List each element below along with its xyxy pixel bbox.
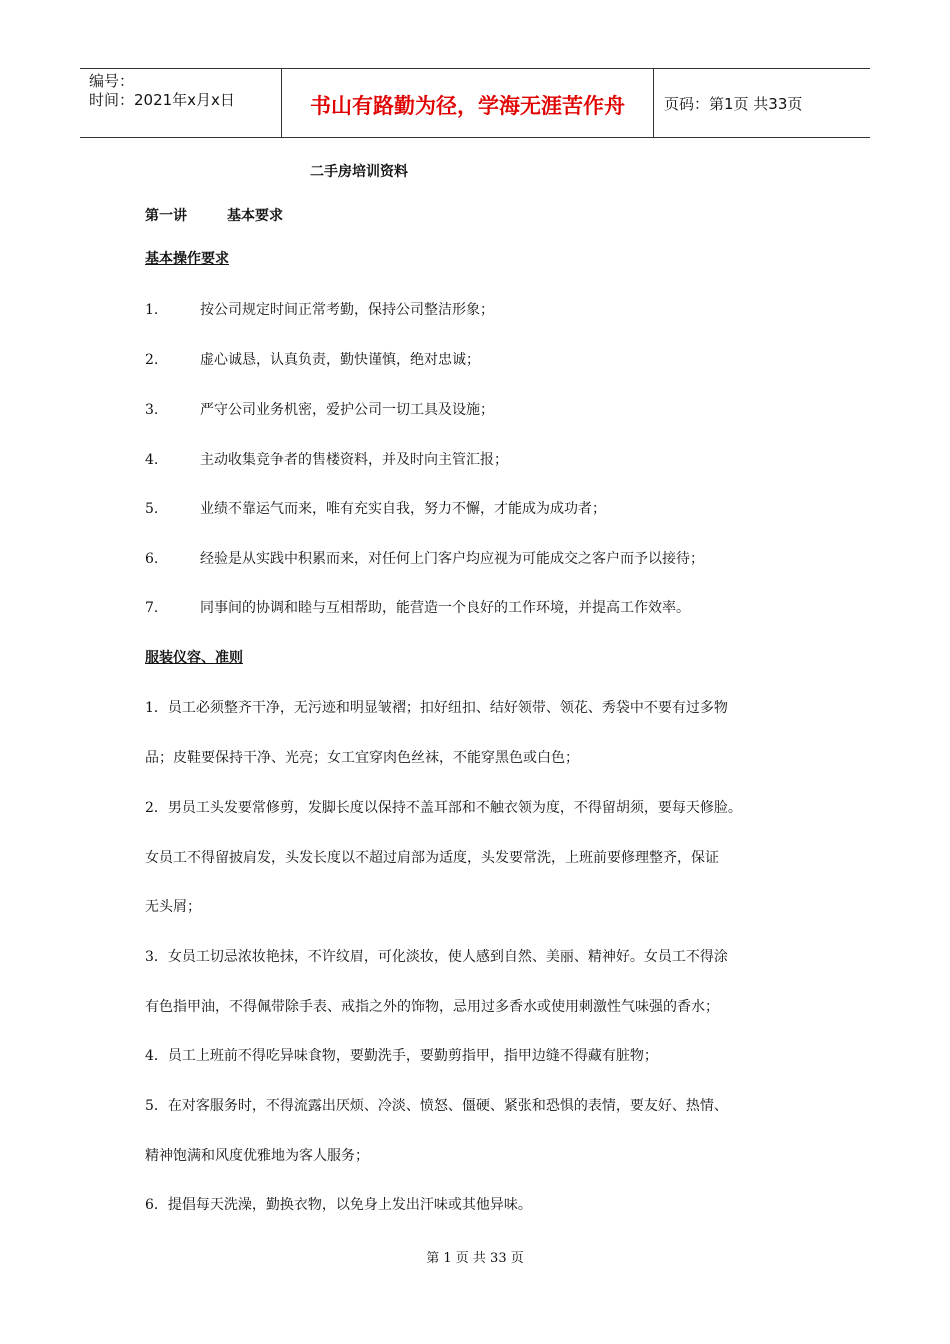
lecture-title: 基本要求 (227, 208, 283, 224)
paragraph-line: 1．员工必须整齐干净，无污迹和明显皱褶；扣好纽扣、结好领带、领花、秀袋中不要有过多物 (145, 700, 728, 716)
paragraph-line: 3．女员工切忌浓妆艳抹，不许纹眉，可化淡妆，使人感到自然、美丽、精神好。女员工不得涂 (145, 949, 728, 965)
paragraph-line: 4．员工上班前不得吃异味食物，要勤洗手，要勤剪指甲，指甲边缝不得藏有脏物； (145, 1048, 658, 1064)
number-label: 编号： (89, 72, 135, 90)
item-number: 3. (145, 402, 159, 418)
list-item (145, 399, 494, 419)
item-text: 同事间的协调和睦与互相帮助，能营造一个良好的工作环境，并提高工作效率。 (200, 600, 690, 616)
item-text: 业绩不靠运气而来，唯有充实自我，努力不懈，才能成为成功者； (200, 501, 606, 517)
list-item (145, 299, 494, 319)
item-number: 5. (145, 501, 159, 517)
item-number: 1. (145, 302, 159, 318)
document-header (80, 68, 870, 138)
item-number: 6. (145, 551, 159, 567)
document-title: 二手房培训资料 (310, 164, 408, 180)
item-text: 虚心诚恳，认真负责，勤快谨慎，绝对忠诚； (200, 352, 480, 368)
page-footer: 第 1 页 共 33 页 (426, 1251, 524, 1266)
header-left-cell (80, 69, 282, 137)
list-item (145, 597, 690, 617)
paragraph-line: 女员工不得留披肩发，头发长度以不超过肩部为适度，头发要常洗，上班前要修理整齐，保证 (145, 850, 719, 866)
paragraph-line: 2．男员工头发要常修剪，发脚长度以保持不盖耳部和不触衣领为度，不得留胡须，要每天修脸。 (145, 800, 742, 816)
list-item (145, 498, 606, 518)
section-heading-basic: 基本操作要求 (145, 251, 229, 267)
time-label: 时间：2021年x月x日 (89, 91, 235, 109)
paragraph-line: 6．提倡每天洗澡，勤换衣物，以免身上发出汗味或其他异味。 (145, 1197, 532, 1213)
item-text: 经验是从实践中积累而来，对任何上门客户均应视为可能成交之客户而予以接待； (200, 551, 704, 567)
paragraph-line: 品；皮鞋要保持干净、光亮；女工宜穿肉色丝袜，不能穿黑色或白色； (145, 750, 579, 766)
list-item (145, 548, 704, 568)
item-number: 4. (145, 452, 159, 468)
header-page-label: 页码：第1页 共33页 (664, 94, 803, 113)
paragraph-line: 有色指甲油，不得佩带除手表、戒指之外的饰物，忌用过多香水或使用刺激性气味强的香水； (145, 999, 719, 1015)
lecture-label: 第一讲 (145, 208, 187, 224)
item-text: 严守公司业务机密，爱护公司一切工具及设施； (200, 402, 494, 418)
paragraph-line: 5．在对客服务时，不得流露出厌烦、冷淡、愤怒、僵硬、紧张和恐惧的表情，要友好、热情、 (145, 1098, 728, 1114)
paragraph-line: 精神饱满和风度优雅地为客人服务； (145, 1148, 369, 1164)
header-motto: 书山有路勤为径，学海无涯苦作舟 (282, 69, 654, 137)
paragraph-line: 无头屑； (145, 899, 201, 915)
list-item (145, 349, 480, 369)
item-number: 7. (145, 600, 159, 616)
item-text: 按公司规定时间正常考勤，保持公司整洁形象； (200, 302, 494, 318)
item-number: 2. (145, 352, 159, 368)
item-text: 主动收集竞争者的售楼资料，并及时向主管汇报； (200, 452, 508, 468)
section-heading-dress: 服装仪容、准则 (145, 650, 243, 666)
list-item (145, 449, 508, 469)
lecture-heading (145, 205, 283, 225)
